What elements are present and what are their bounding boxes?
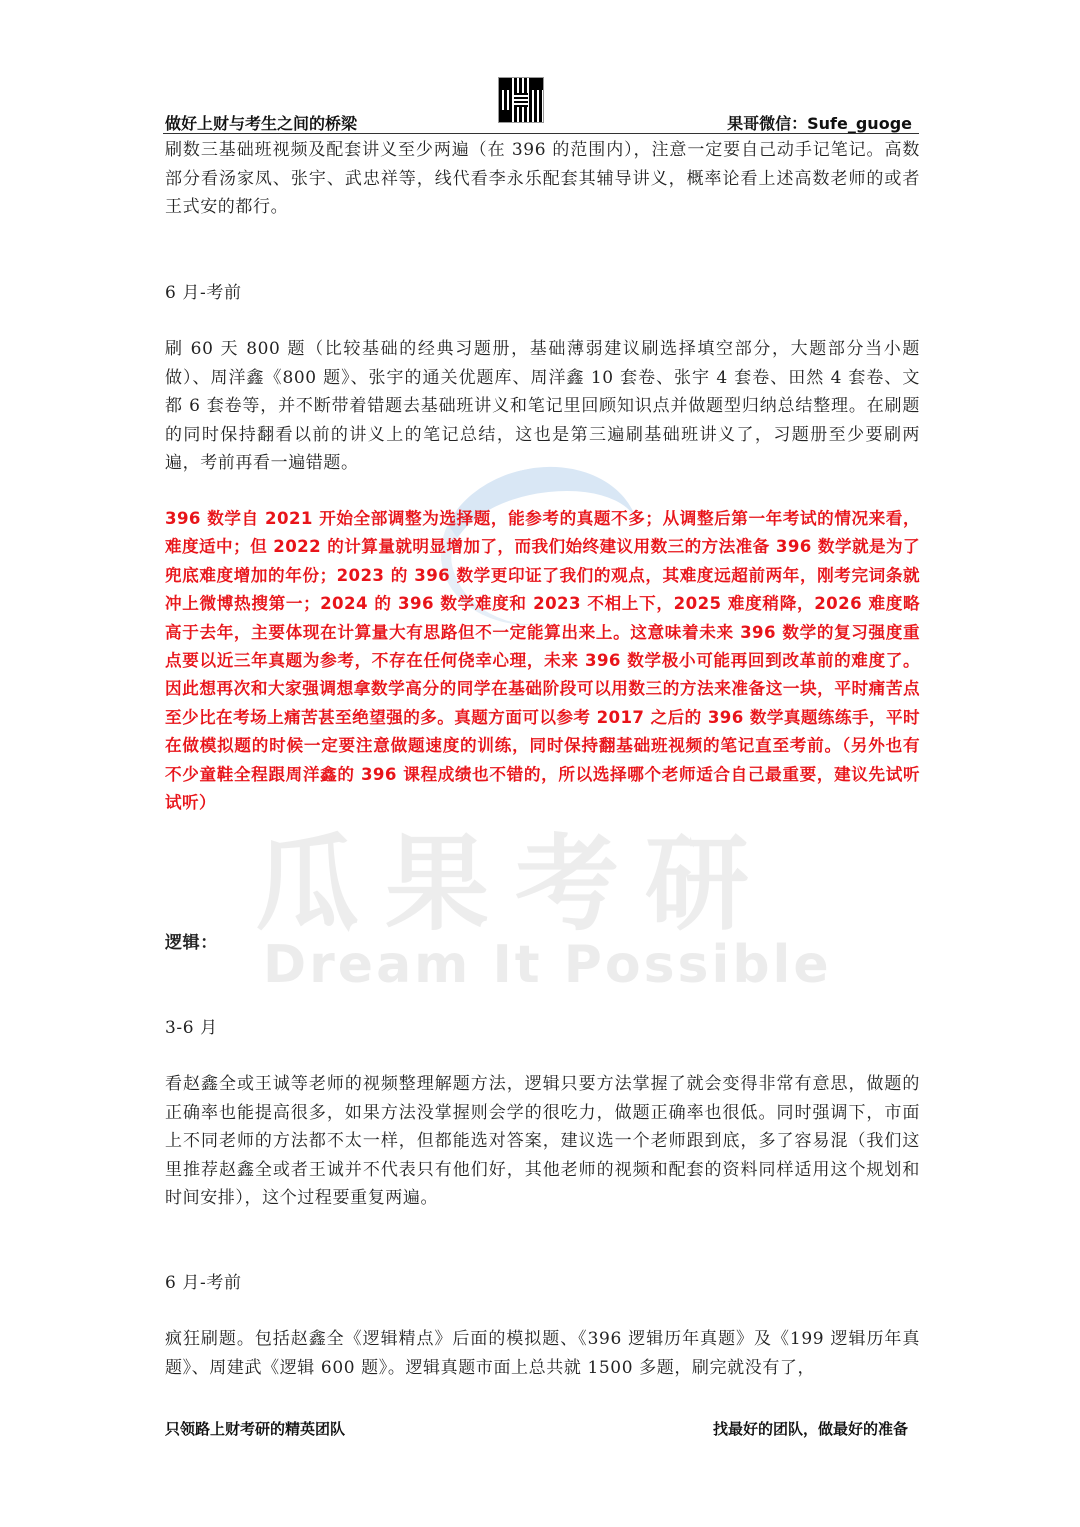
logic-phase1-title: 3-6 月 (165, 1018, 218, 1038)
logic-phase2-title: 6 月-考前 (165, 1273, 242, 1293)
logic-paragraph-practice: 疯狂刷题。包括赵鑫全《逻辑精点》后面的模拟题、《396 逻辑历年真题》及《199 逻辑历年真题》、周建武《逻辑 600 题》。逻辑真题市面上总共就 1500 多题，刷完就没有了， (165, 1329, 920, 1378)
footer-slogan-right: 找最好的团队，做最好的准备 (712, 1420, 908, 1438)
math-396-highlight-paragraph: 396 数学自 2021 开始全部调整为选择题，能参考的真题不多；从调整后第一年考试的情况来看，难度适中；但 2022 的计算量就明显增加了，而我们始终建议用数三的方法准备 396 数学就是为了兜底难度增加的年份；2023 的 396 数学更印证了我们的观点，其难度远超前两年，刚考完词条就冲上微博热搜第一；2024 的 396 数学难度和 2023 不相上下，2025 难度稍降，2026 难度略高于去年，主要体现在计算量大有思路但不一定能算出来上。这意味着未来 396 数学的复习强度重点要以近三年真题为参考，不存在任何侥幸心理，未来 396 数学极小可能再回到改革前的难度了。因此想再次和大家强调想拿数学高分的同学在基础阶段可以用数三的方法来准备这一块，平时痛苦点至少比在考场上痛苦甚至绝望强的多。真题方面可以参考 2017 之后的 396 数学真题练练手，平时在做模拟题的时候一定要注意做题速度的训练，同时保持翻基础班视频的笔记直至考前。（另外也有不少童鞋全程跟周洋鑫的 396 课程成绩也不错的，所以选择哪个老师适合自己最重要，建议先试听试听） (165, 509, 920, 813)
math-paragraph-basics: 刷数三基础班视频及配套讲义至少两遍（在 396 的范围内），注意一定要自己动手记笔记。高数部分看汤家凤、张宇、武忠祥等，线代看李永乐配套其辅导讲义，概率论看上述高数老师的或者王式安的都行。 (165, 140, 920, 217)
math-phase2-title: 6 月-考前 (165, 283, 242, 303)
math-paragraph-practice: 刷 60 天 800 题（比较基础的经典习题册，基础薄弱建议刷选择填空部分，大题部分当小题做）、周洋鑫《800 题》、张宇的通关优题库、周洋鑫 10 套卷、张宇 4 套卷、田然 4 套卷、文都 6 套卷等，并不断带着错题去基础班讲义和笔记里回顾知识点并做题型归纳总结整理。在刷题的同时保持翻看以前的讲义上的笔记总结，这也是第三遍刷基础班讲义了，习题册至少要刷两遍，考前再看一遍错题。 (165, 339, 920, 473)
header-wechat-contact: 果哥微信：Sufe_guoge (727, 114, 912, 133)
watermark-title: 瓜果考研 (255, 823, 776, 945)
header-slogan: 做好上财与考生之间的桥梁 (165, 114, 358, 133)
logic-heading: 逻辑： (165, 933, 218, 953)
footer-slogan-left: 只领路上财考研的精英团队 (165, 1420, 346, 1438)
watermark-subtitle: Dream It Possible (263, 935, 832, 995)
header-divider (163, 133, 919, 134)
qr-code-icon (499, 78, 543, 122)
logic-paragraph-methods: 看赵鑫全或王诚等老师的视频整理解题方法，逻辑只要方法掌握了就会变得非常有意思，做题的正确率也能提高很多，如果方法没掌握则会学的很吃力，做题正确率也很低。同时强调下，市面上不同老师的方法都不太一样，但都能选对答案，建议选一个老师跟到底，多了容易混（我们这里推荐赵鑫全或者王诚并不代表只有他们好，其他老师的视频和配套的资料同样适用这个规划和时间安排），这个过程要重复两遍。 (165, 1074, 920, 1208)
